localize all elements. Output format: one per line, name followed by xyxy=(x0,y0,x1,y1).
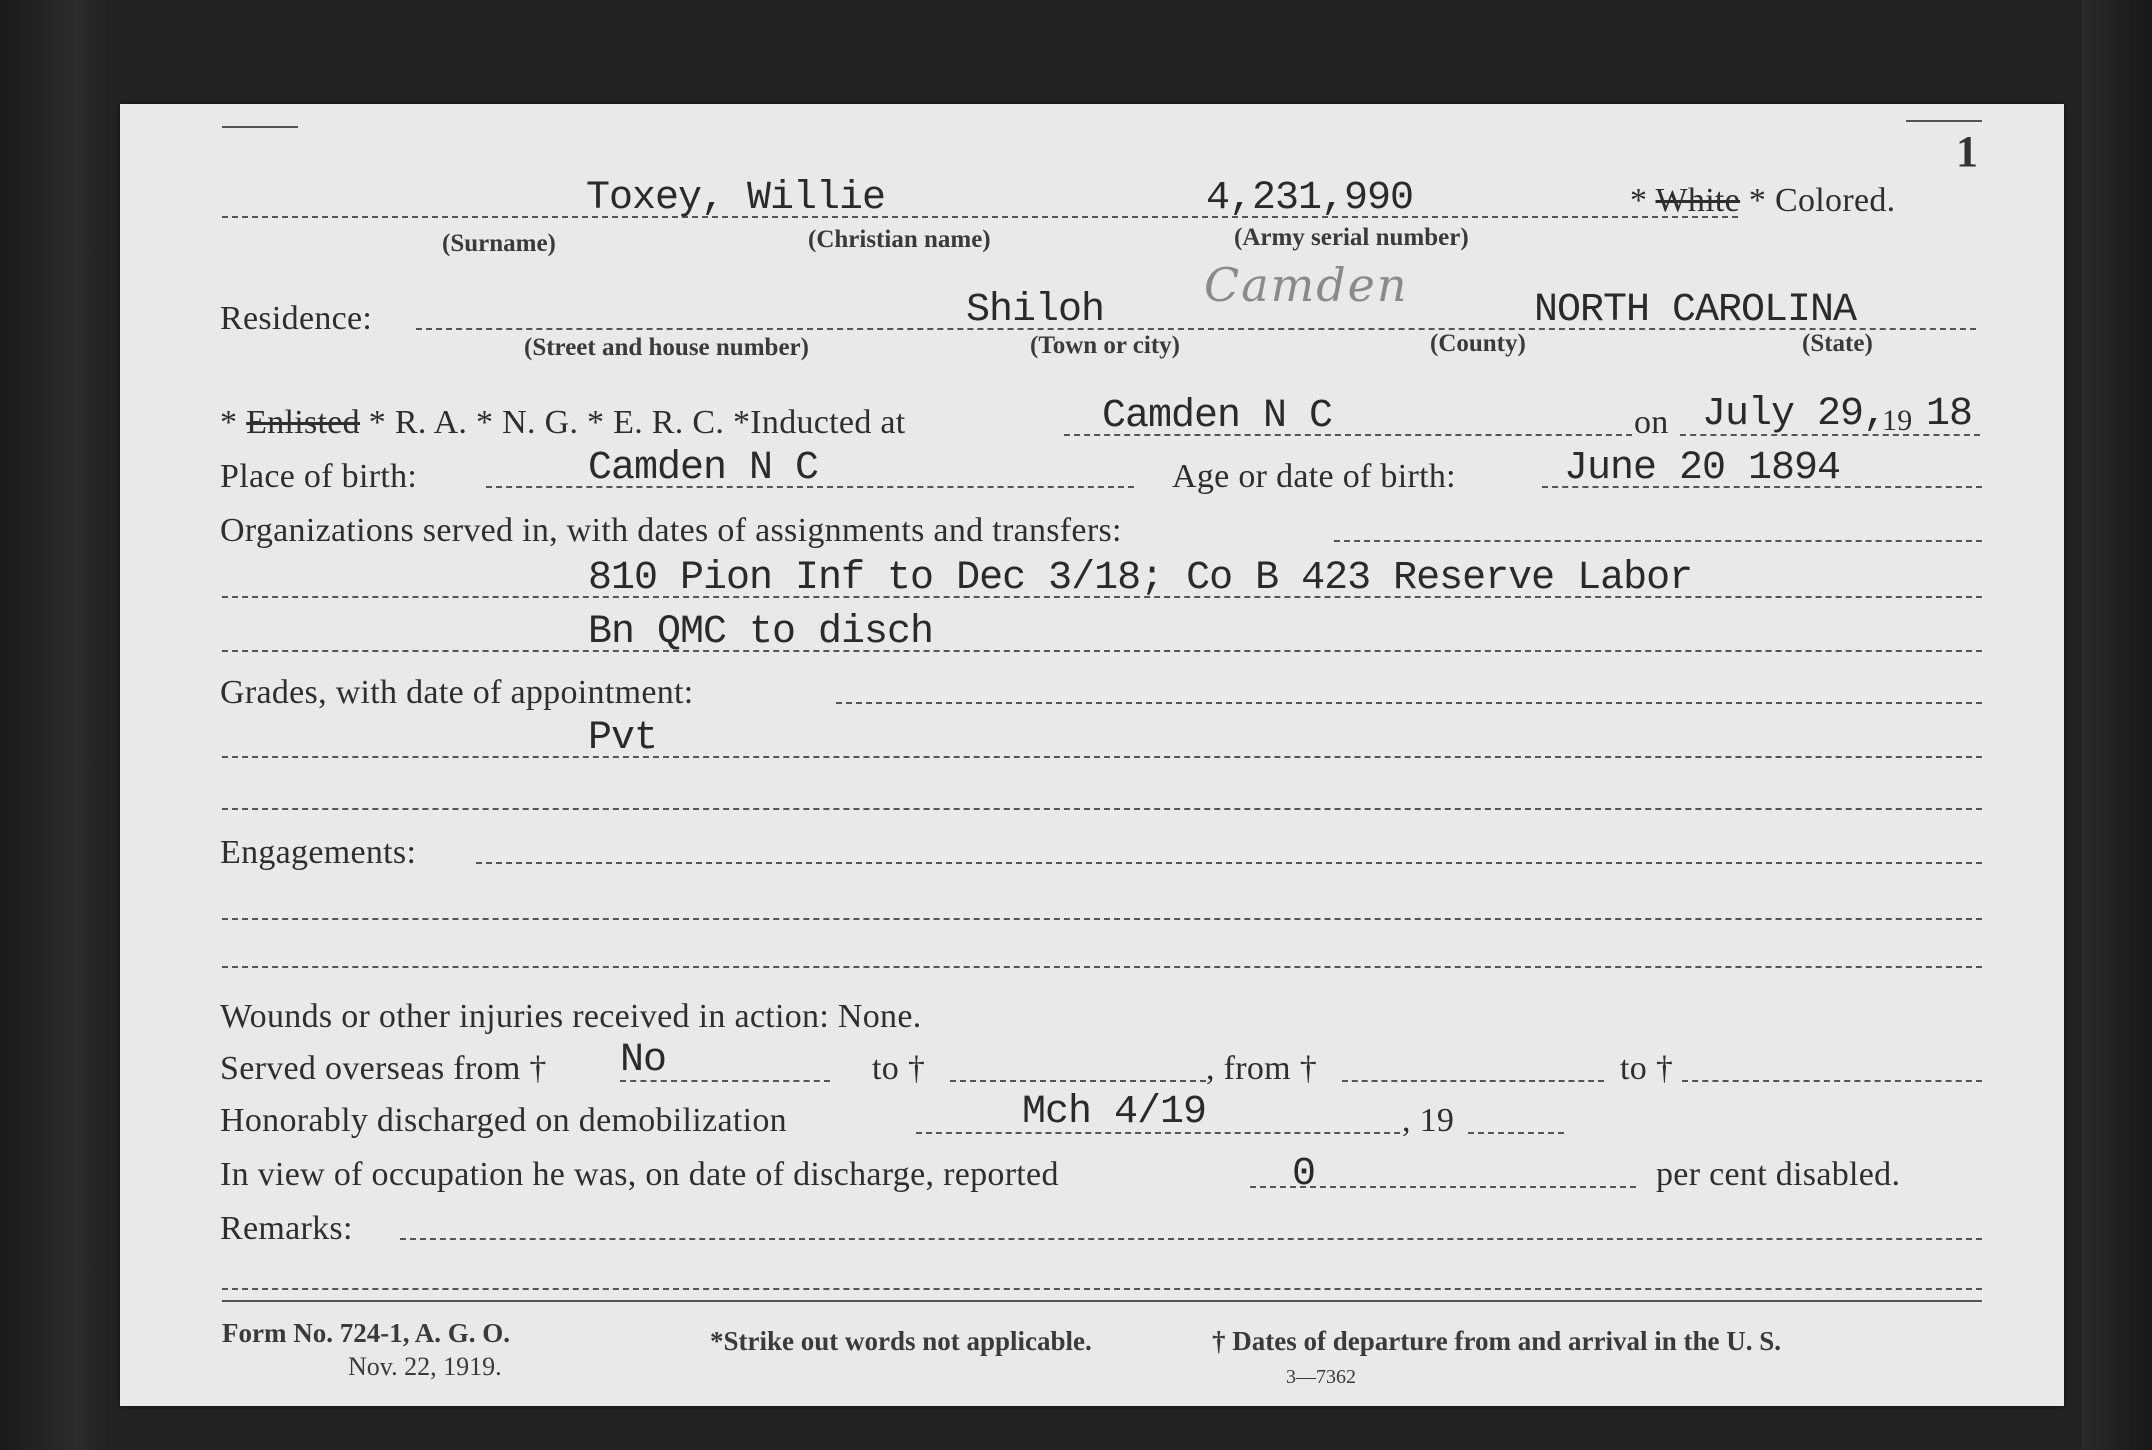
grades-line-2 xyxy=(222,808,1982,810)
organizations-label: Organizations served in, with dates of assignments and transfers: xyxy=(220,512,1122,549)
form-number: Form No. 724-1, A. G. O. xyxy=(222,1318,510,1348)
grades-line-1 xyxy=(222,756,1982,758)
army-serial-number: 4,231,990 xyxy=(1206,176,1414,221)
caption-christian-name: (Christian name) xyxy=(808,226,991,253)
wounds-line: Wounds or other injuries received in action: None. xyxy=(220,998,922,1035)
disability-tail: per cent disabled. xyxy=(1656,1156,1901,1193)
caption-army-serial: (Army serial number) xyxy=(1234,224,1469,251)
age-label: Age or date of birth: xyxy=(1172,458,1456,495)
race-colored: Colored. xyxy=(1775,182,1896,219)
strike-note: *Strike out words not applicable. xyxy=(710,1326,1092,1356)
engage-line-0 xyxy=(476,862,1982,864)
footer-rule xyxy=(222,1300,1982,1302)
name-line xyxy=(222,216,1738,218)
overseas-from2-label: , from † xyxy=(1206,1050,1317,1087)
remarks-line-0 xyxy=(400,1238,1982,1240)
discharge-label: Honorably discharged on demobilization xyxy=(220,1102,787,1139)
overseas-to-label: to † xyxy=(872,1050,926,1087)
overseas-from2-line xyxy=(1342,1080,1604,1082)
grade: Pvt xyxy=(588,716,658,761)
induction-date: July 29, xyxy=(1702,392,1887,437)
engage-line-1 xyxy=(222,918,1982,920)
corner-rule-right xyxy=(1906,120,1982,122)
grades-label: Grades, with date of appointment: xyxy=(220,674,694,711)
caption-street: (Street and house number) xyxy=(524,334,809,361)
remarks-label: Remarks: xyxy=(220,1210,353,1247)
inducted-at-place: Camden N C xyxy=(1102,394,1333,439)
place-of-birth: Camden N C xyxy=(588,446,819,491)
discharge-date: Mch 4/19 xyxy=(1022,1090,1207,1135)
occupation-label: In view of occupation he was, on date of discharge, reported xyxy=(220,1156,1059,1193)
year-prefix: 19 xyxy=(1882,404,1913,437)
form-date: Nov. 22, 1919. xyxy=(348,1352,502,1381)
print-code: 3—7362 xyxy=(1286,1366,1356,1388)
overseas-to-line xyxy=(950,1080,1206,1082)
place-of-birth-label: Place of birth: xyxy=(220,458,418,495)
caption-state: (State) xyxy=(1802,330,1873,357)
corner-rule-left xyxy=(222,126,298,128)
organizations-line2: Bn QMC to disch xyxy=(588,610,934,655)
residence-label: Residence: xyxy=(220,300,373,337)
soldier-name: Toxey, Willie xyxy=(586,176,886,221)
caption-town: (Town or city) xyxy=(1030,332,1180,359)
discharge-year-line xyxy=(1468,1132,1564,1134)
card-number: 1 xyxy=(1956,127,1978,176)
overseas-to2-label: to † xyxy=(1620,1050,1674,1087)
race-field: * White * Colored. xyxy=(1630,182,1896,219)
engagements-label: Engagements: xyxy=(220,834,417,871)
scanner-edge-left xyxy=(0,0,110,1450)
residence-county-handwritten: Camden xyxy=(1204,258,1409,312)
dates-note: † Dates of departure from and arrival in the U. S. xyxy=(1212,1326,1781,1356)
organizations-line1: 810 Pion Inf to Dec 3/18; Co B 423 Reserve Labor xyxy=(588,556,1693,601)
scanner-edge-right xyxy=(2082,0,2152,1450)
enlistment-types: * Enlisted * R. A. * N. G. * E. R. C. *Inducted at xyxy=(220,404,906,441)
service-record-card xyxy=(120,104,2064,1406)
remarks-line-1 xyxy=(222,1288,1982,1290)
residence-town: Shiloh xyxy=(966,288,1105,333)
discharge-year-label: , 19 xyxy=(1402,1102,1455,1139)
engage-line-2 xyxy=(222,966,1982,968)
residence-state: NORTH CAROLINA xyxy=(1534,288,1857,333)
served-overseas-label: Served overseas from † xyxy=(220,1050,547,1087)
enlisted-struck: Enlisted xyxy=(246,404,360,441)
caption-county: (County) xyxy=(1430,330,1526,357)
overseas-to2-line xyxy=(1682,1080,1982,1082)
grades-line-0 xyxy=(836,702,1982,704)
org-line-2 xyxy=(222,650,1982,652)
race-white-struck: White xyxy=(1655,182,1741,219)
org-line-0 xyxy=(1334,540,1982,542)
on-label: on xyxy=(1634,404,1669,441)
date-of-birth: June 20 1894 xyxy=(1564,446,1841,491)
served-overseas-value: No xyxy=(620,1038,667,1083)
induction-year: 18 xyxy=(1926,392,1973,437)
disability-percent: 0 xyxy=(1292,1152,1316,1197)
caption-surname: (Surname) xyxy=(442,230,556,257)
